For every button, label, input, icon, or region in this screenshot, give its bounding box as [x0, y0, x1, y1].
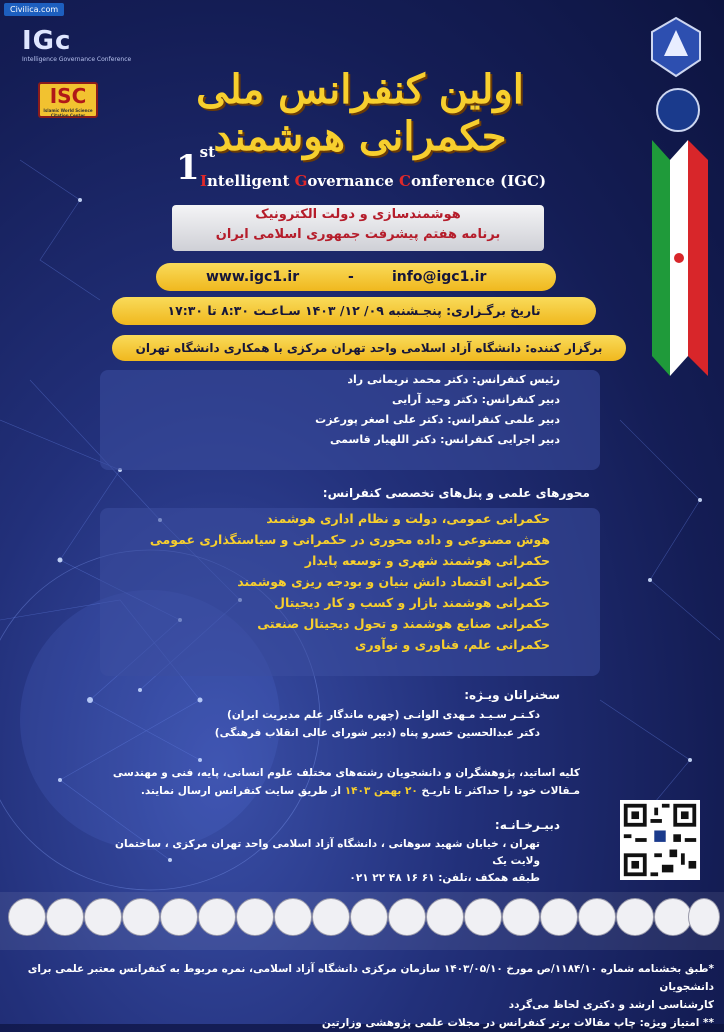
partner-logo — [654, 898, 692, 936]
partner-logo — [688, 898, 720, 936]
conference-title-en — [200, 172, 546, 190]
partner-logo — [236, 898, 274, 936]
call-text: مـقالات خود را حداکثر تا تاریـخ — [417, 785, 580, 797]
committee-row — [100, 410, 600, 430]
tehran-university-logo — [656, 88, 700, 132]
committee-name: دکتر اللهیار قاسمی — [330, 433, 441, 446]
axes-panel — [100, 508, 600, 676]
date-bar: تاریخ برگـزاری: پنجـشنبه ۰۹/ ۱۲/ ۱۴۰۳ سـاعـت ۸:۳۰ تا ۱۷:۳۰ — [112, 297, 596, 325]
deadline-date: ۲۰ بهمن ۱۴۰۳ — [344, 785, 418, 797]
contact-separator: - — [348, 269, 354, 285]
axis-item: حکمرانی هوشمند بازار و کسب و کار دیجیتال — [274, 595, 550, 610]
footer-notes — [10, 960, 714, 1029]
committee-name: دکتر محمد نریمانی راد — [347, 373, 473, 386]
title-en-part: C — [399, 172, 411, 190]
title-en-part: overnance — [307, 172, 400, 190]
call-for-papers — [100, 764, 600, 804]
azad-university-logo — [648, 16, 704, 78]
axis-item: هوش مصنوعی و داده محوری در حکمرانی و سیاستگذاری عمومی — [149, 532, 550, 547]
igc-logo-mark: IGc — [22, 26, 72, 56]
call-line: کلیه اساتید، پژوهشگران و دانشجویان رشته‌های مختلف علوم انسانی، پایه، فنی و مهندسی — [112, 767, 580, 779]
theme-line: برنامه هفتم پیشرفت جمهوری اسلامی ایران — [215, 227, 501, 242]
committee-panel — [100, 370, 600, 470]
organizer-bar: برگزار کننده: دانشگاه آزاد اسلامی واحد تهران مرکزی با همکاری دانشگاه تهران — [112, 335, 626, 361]
contact-bar — [156, 263, 556, 291]
committee-row — [100, 370, 600, 390]
axes-heading — [100, 486, 600, 500]
speakers-list — [100, 706, 600, 746]
committee-row — [100, 430, 600, 450]
partner-logo — [84, 898, 122, 936]
watermark: Civilica.com — [4, 3, 64, 16]
partner-logo — [426, 898, 464, 936]
partner-logo — [312, 898, 350, 936]
footer-note: کارشناسی ارشد و دکتری لحاظ می‌گردد — [508, 999, 714, 1011]
isc-logo — [38, 82, 98, 118]
title-en-part: onference (IGC) — [410, 172, 547, 190]
secretariat-heading — [100, 818, 600, 832]
secretariat-address — [100, 836, 600, 887]
committee-role: دبیر کنفرانس: — [481, 393, 560, 406]
conference-title-fa: اولین کنفرانس ملی حکمرانی هوشمند — [196, 66, 524, 160]
committee-role: دبیر اجرایی کنفرانس: — [440, 433, 560, 446]
committee-name: دکتر علی اصغر پورعزت — [315, 413, 448, 426]
speaker-item: دکـتـر سـیـد مـهدی الوانـی (چهره ماندگار علم مدیریت ایران) — [227, 709, 540, 721]
axis-item: حکمرانی صنایع هوشمند و تحول دیجیتال صنعتی — [257, 616, 550, 631]
theme-line: هوشمندسازی و دولت الکترونیک — [255, 207, 461, 222]
edition-number: 1 — [176, 148, 200, 188]
axis-item: حکمرانی اقتصاد دانش بنیان و بودجه ریزی هوشمند — [237, 574, 550, 589]
qr-code[interactable] — [620, 800, 700, 880]
partner-logo — [160, 898, 198, 936]
email-link[interactable]: info@igc1.ir — [392, 269, 487, 285]
committee-role: رئیس کنفرانس: — [472, 373, 560, 386]
partner-logo — [46, 898, 84, 936]
isc-logo-mark: ISC — [49, 84, 87, 108]
igc-logo — [22, 26, 132, 66]
committee-row — [100, 390, 600, 410]
isc-logo-subtitle: Islamic World Science Citation Center — [43, 108, 93, 118]
igc-logo-subtitle: Intelligence Governance Conference — [22, 56, 132, 63]
partner-logo — [616, 898, 654, 936]
partner-logo — [578, 898, 616, 936]
iran-flag — [652, 140, 708, 376]
secretariat-heading-text: دبیـرخـانـه: — [494, 818, 560, 832]
partner-logo — [388, 898, 426, 936]
partner-logos-strip — [0, 892, 724, 950]
partner-logo — [274, 898, 312, 936]
partner-logo — [122, 898, 160, 936]
partner-logo — [502, 898, 540, 936]
committee-role: دبیر علمی کنفرانس: — [447, 413, 560, 426]
partner-logo — [464, 898, 502, 936]
axis-item: حکمرانی هوشمند شهری و توسعه پایدار — [304, 553, 550, 568]
call-text: از طریق سایت کنفرانس ارسال نمایند. — [140, 785, 345, 797]
axis-item: حکمرانی علم، فناوری و نوآوری — [354, 637, 550, 652]
title-en-part: G — [294, 172, 308, 190]
partner-logo — [8, 898, 46, 936]
theme-box — [172, 205, 544, 251]
committee-name: دکتر وحید آرایی — [391, 393, 482, 406]
address-line: تهران ، خیابان شهید سوهانی ، دانشگاه آزاد اسلامی واحد تهران مرکزی ، ساختمان ولایت یک — [114, 838, 540, 867]
footer-note: *طبق بخشنامه شماره ۱۱۸۴/۱۰/ص مورخ ۱۴۰۳/۰۵/۱۰ سازمان مرکزی دانشگاه آزاد اسلامی، نمره مربوط به کنفرانس معتبر علمی برای دانشجویان — [27, 963, 714, 993]
title-en-part: I — [200, 172, 208, 190]
partner-logo — [350, 898, 388, 936]
website-link[interactable]: www.igc1.ir — [206, 269, 300, 285]
speaker-item: دکتر عبدالحسین خسرو پناه (دبیر شورای عالی انقلاب فرهنگی) — [214, 727, 540, 739]
axis-item: حکمرانی عمومی، دولت و نظام اداری هوشمند — [266, 511, 550, 526]
partner-logo — [540, 898, 578, 936]
speakers-heading-text: سخنرانان ویـژه: — [464, 688, 560, 702]
address-line: طبقه همکف ،تلفن: ۶۱ ۱۶ ۴۸ ۲۲ ۰۲۱ — [349, 872, 540, 884]
call-line — [100, 782, 600, 800]
title-en-part: ntelligent — [207, 172, 295, 190]
edition-suffix: st — [199, 143, 216, 161]
speakers-heading — [100, 688, 600, 702]
footer-note: ** امتیاز ویژه: چاپ مقالات برتر کنفرانس در مجلات علمی پژوهشی وزارتین — [321, 1017, 714, 1029]
axes-heading-text: محورهای علمی و پنل‌های تخصصی کنفرانس: — [322, 486, 590, 500]
partner-logo — [198, 898, 236, 936]
